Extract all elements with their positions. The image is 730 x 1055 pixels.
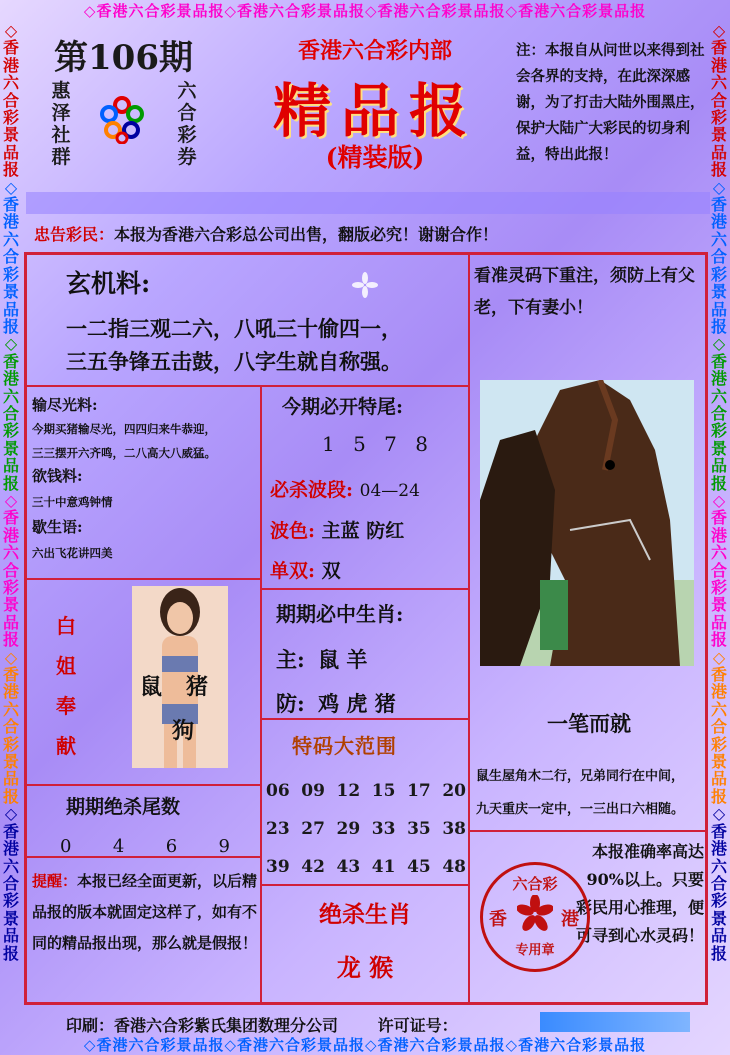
border-char: 彩 bbox=[710, 108, 727, 128]
border-char: 合 bbox=[710, 247, 727, 267]
stamp-right-text: 港 bbox=[561, 909, 579, 930]
range-number: 39 bbox=[266, 857, 290, 877]
range-number: 41 bbox=[371, 857, 396, 877]
border-char: 彩 bbox=[710, 421, 727, 441]
border-char: 报 bbox=[710, 473, 727, 493]
border-char: ◇ bbox=[4, 804, 18, 824]
parity-label: 单双: bbox=[270, 560, 316, 582]
range-grid bbox=[266, 780, 466, 894]
border-char: 彩 bbox=[2, 108, 19, 128]
border-char: ◇ bbox=[712, 647, 726, 667]
border-char: 香 bbox=[2, 351, 19, 371]
range-title: 特码大范围 bbox=[292, 734, 397, 758]
border-char: 品 bbox=[2, 142, 19, 162]
border-char: 景 bbox=[2, 125, 19, 145]
divider-below-yibi bbox=[468, 830, 708, 832]
footer-line bbox=[66, 1013, 458, 1036]
zodiac-guard-value: 鸡 虎 猪 bbox=[318, 691, 396, 716]
color-label: 波色: bbox=[270, 520, 316, 542]
vertical-char: 白 bbox=[56, 614, 76, 638]
border-char: 景 bbox=[710, 438, 727, 458]
vertical-char: 群 bbox=[51, 146, 71, 168]
yibi-line-1: 鼠生屋角木二行，兄弟同行在中间， bbox=[476, 769, 685, 784]
border-char: ◇ bbox=[4, 647, 18, 667]
border-char: 品 bbox=[710, 769, 727, 789]
range-row bbox=[266, 818, 466, 856]
border-char: 港 bbox=[710, 369, 727, 389]
border-char: 港 bbox=[2, 55, 19, 75]
frame-right bbox=[705, 252, 708, 1005]
border-char: 香 bbox=[710, 821, 727, 841]
top-border-strip: ◇香港六合彩景品报◇香港六合彩景品报◇香港六合彩景品报◇香港六合彩景品报 bbox=[83, 2, 647, 20]
range-number: 15 bbox=[371, 781, 396, 801]
vertical-char: 泽 bbox=[51, 102, 71, 124]
stamp-bottom-text: 专用章 bbox=[515, 943, 555, 958]
divider-below-tail bbox=[260, 588, 470, 590]
masthead-title: 精品报 bbox=[272, 77, 477, 145]
official-stamp bbox=[480, 862, 590, 972]
border-char: 六 bbox=[710, 699, 727, 719]
border-char: 六 bbox=[710, 856, 727, 876]
left-vertical-slogan bbox=[50, 80, 72, 168]
range-number: 23 bbox=[266, 819, 290, 839]
frame-left bbox=[24, 252, 27, 1005]
xuanji-line-2: 三五争锋五击鼓，八字生就自称强。 bbox=[66, 349, 402, 374]
vertical-char: 惠 bbox=[51, 80, 71, 102]
kill-tail-numbers bbox=[60, 836, 230, 857]
border-char: 报 bbox=[710, 786, 727, 806]
department-title: 香港六合彩内部 bbox=[297, 38, 452, 64]
border-char: 品 bbox=[710, 456, 727, 476]
wave-line bbox=[270, 475, 420, 502]
parity-line bbox=[270, 556, 341, 583]
stamp-left-text: 香 bbox=[489, 909, 507, 930]
border-char: ◇ bbox=[712, 490, 726, 510]
border-char: 合 bbox=[2, 90, 19, 110]
want-money-text: 三十中意鸡钟情 bbox=[32, 495, 113, 509]
left-border-strip bbox=[0, 22, 22, 1035]
kill-zodiac-value: 龙 猴 bbox=[336, 953, 394, 982]
divider-below-xuanji bbox=[24, 385, 470, 387]
border-char: 景 bbox=[710, 752, 727, 772]
frame-bottom bbox=[24, 1002, 708, 1005]
issue-number: 第106期 bbox=[54, 38, 193, 78]
zodiac-main-line bbox=[276, 644, 367, 674]
vertical-char: 社 bbox=[51, 124, 71, 146]
border-char: 六 bbox=[710, 73, 727, 93]
zodiac-main-value: 鼠 羊 bbox=[318, 647, 368, 672]
border-char: 品 bbox=[2, 769, 19, 789]
bauhinia-icon bbox=[517, 895, 553, 931]
color-value: 主蓝 防红 bbox=[321, 520, 405, 542]
border-char: ◇ bbox=[712, 177, 726, 197]
lose-all-text-1: 今期买猪输尽光，四四归来牛恭迎， bbox=[32, 422, 216, 436]
xuanji-title: 玄机料: bbox=[66, 269, 151, 298]
border-char: 港 bbox=[2, 839, 19, 859]
border-char: 六 bbox=[710, 229, 727, 249]
border-char: 港 bbox=[710, 682, 727, 702]
border-char: 香 bbox=[2, 821, 19, 841]
border-char: 景 bbox=[2, 595, 19, 615]
range-number: 12 bbox=[336, 781, 361, 801]
kill-tail-number: 6 bbox=[165, 836, 178, 857]
border-char: 六 bbox=[2, 699, 19, 719]
range-number: 09 bbox=[301, 781, 325, 801]
zodiac-guard-line bbox=[276, 688, 396, 718]
tail-title: 今期必开特尾: bbox=[282, 396, 404, 418]
stamp-top-text: 六合彩 bbox=[512, 875, 558, 893]
border-char: 彩 bbox=[710, 578, 727, 597]
border-char: 报 bbox=[2, 630, 19, 650]
flower-decoration-icon bbox=[352, 272, 378, 298]
border-char: 香 bbox=[2, 195, 19, 215]
left-mid-section bbox=[32, 394, 258, 565]
border-char: ◇ bbox=[4, 490, 18, 510]
border-char: 港 bbox=[2, 682, 19, 702]
border-char: 彩 bbox=[710, 734, 727, 754]
kill-tail-number: 4 bbox=[112, 836, 125, 857]
gift-vertical-title bbox=[54, 606, 78, 766]
range-number: 35 bbox=[407, 819, 431, 839]
divider-below-left-mid bbox=[24, 578, 262, 580]
divider-below-gift bbox=[24, 784, 262, 786]
frame-top bbox=[24, 252, 708, 255]
header-banner-bar bbox=[26, 192, 710, 214]
border-char: 品 bbox=[710, 299, 727, 319]
license-label: 许可证号： bbox=[377, 1016, 458, 1035]
gift-overlay-1: 鼠 bbox=[140, 674, 163, 700]
border-char: 合 bbox=[2, 247, 19, 267]
border-char: 香 bbox=[710, 195, 727, 215]
reminder-block bbox=[32, 866, 258, 959]
border-char: 香 bbox=[710, 508, 727, 528]
wave-value: 04—24 bbox=[359, 481, 420, 501]
border-char: 合 bbox=[710, 403, 727, 423]
border-char: ◇ bbox=[712, 22, 726, 40]
range-number: 17 bbox=[407, 781, 431, 801]
border-char: 彩 bbox=[2, 891, 19, 911]
border-char: 品 bbox=[2, 456, 19, 476]
range-number: 45 bbox=[407, 857, 431, 877]
border-char: 景 bbox=[2, 752, 19, 772]
border-char: 品 bbox=[2, 612, 19, 632]
edition-label: (精装版) bbox=[325, 143, 425, 172]
border-char: 报 bbox=[710, 630, 727, 650]
border-char: 彩 bbox=[2, 578, 19, 597]
border-char: 品 bbox=[2, 926, 19, 946]
license-redaction-bar bbox=[540, 1012, 690, 1032]
parity-value: 双 bbox=[321, 560, 341, 582]
kill-tail-number: 0 bbox=[60, 836, 72, 857]
border-char: 港 bbox=[710, 212, 727, 232]
right-vertical-slogan bbox=[176, 80, 198, 168]
kill-tail-title: 期期绝杀尾数 bbox=[66, 796, 181, 818]
border-char: 报 bbox=[710, 160, 727, 180]
border-char: 六 bbox=[710, 386, 727, 406]
border-char: 香 bbox=[2, 508, 19, 528]
border-char: 报 bbox=[2, 786, 19, 806]
border-char: 品 bbox=[710, 926, 727, 946]
border-char: 报 bbox=[710, 943, 727, 963]
print-label: 印刷： bbox=[66, 1016, 115, 1035]
header-note: 注：本报自从问世以来得到社会各界的支持，在此深深感谢，为了打击大陆外围黑庄，保护大陆广大彩民的切身利益，特出此报！ bbox=[516, 42, 705, 163]
border-char: 合 bbox=[710, 560, 727, 580]
border-char: 报 bbox=[710, 316, 727, 336]
border-char: 合 bbox=[710, 873, 727, 893]
warning-text: 本报为香港六合彩总公司出售，翻版必究！谢谢合作！ bbox=[114, 225, 499, 244]
border-char: 六 bbox=[2, 73, 19, 93]
border-char: 香 bbox=[710, 38, 727, 58]
border-char: 港 bbox=[710, 839, 727, 859]
border-char: 六 bbox=[710, 543, 727, 563]
color-line bbox=[270, 516, 404, 543]
border-char: 合 bbox=[2, 403, 19, 423]
gift-overlay-3: 狗 bbox=[172, 718, 195, 744]
zodiac-main-label: 主: bbox=[276, 647, 305, 672]
border-char: 报 bbox=[2, 943, 19, 963]
kill-zodiac-title: 绝杀生肖 bbox=[319, 901, 411, 928]
want-money-label: 欲钱料: bbox=[32, 467, 83, 485]
border-char: 六 bbox=[2, 856, 19, 876]
tail-numbers: 1 5 7 8 bbox=[322, 432, 434, 456]
border-char: 合 bbox=[710, 90, 727, 110]
divider-below-zodiac bbox=[260, 718, 470, 720]
border-char: 彩 bbox=[710, 891, 727, 911]
vertical-char: 券 bbox=[177, 146, 197, 168]
border-char: 港 bbox=[2, 369, 19, 389]
lottery-logo-icon bbox=[98, 96, 146, 144]
zodiac-guard-label: 防: bbox=[276, 691, 305, 716]
border-char: ◇ bbox=[4, 334, 18, 354]
border-char: 品 bbox=[710, 142, 727, 162]
warning-label: 忠告彩民： bbox=[34, 225, 115, 244]
lose-all-label: 输尽光料: bbox=[32, 396, 98, 414]
border-char: 彩 bbox=[2, 264, 19, 284]
border-char: 景 bbox=[710, 282, 727, 302]
range-number: 43 bbox=[336, 857, 361, 877]
xuanji-line-1: 一二指三观二六，八吼三十偷四一， bbox=[66, 316, 402, 341]
border-char: 报 bbox=[2, 316, 19, 336]
divider-right-column bbox=[468, 252, 470, 1005]
border-char: 报 bbox=[2, 160, 19, 180]
kill-tail-number: 9 bbox=[218, 836, 230, 857]
border-char: 景 bbox=[710, 595, 727, 615]
vertical-char: 彩 bbox=[177, 124, 197, 146]
border-char: ◇ bbox=[712, 804, 726, 824]
border-char: 合 bbox=[2, 873, 19, 893]
range-number: 48 bbox=[442, 857, 466, 877]
right-top-slogan: 看准灵码下重注，须防上有父老，下有妻小！ bbox=[474, 266, 695, 318]
zodiac-title: 期期必中生肖: bbox=[276, 602, 404, 626]
vertical-char: 奉 bbox=[56, 694, 76, 718]
border-char: 彩 bbox=[2, 421, 19, 441]
border-char: 景 bbox=[710, 908, 727, 928]
border-char: 品 bbox=[2, 299, 19, 319]
border-char: 香 bbox=[710, 351, 727, 371]
border-char: 合 bbox=[2, 560, 19, 580]
right-border-strip bbox=[708, 22, 730, 1035]
border-char: 报 bbox=[2, 473, 19, 493]
print-value: 香港六合彩紫氏集团数理分公司 bbox=[114, 1016, 339, 1035]
border-char: ◇ bbox=[4, 177, 18, 197]
border-char: 彩 bbox=[710, 264, 727, 284]
range-number: 29 bbox=[336, 819, 361, 839]
bottom-border-strip: ◇香港六合彩景品报◇香港六合彩景品报◇香港六合彩景品报◇香港六合彩景品报 bbox=[83, 1036, 647, 1054]
border-char: 合 bbox=[2, 717, 19, 737]
border-char: 港 bbox=[710, 55, 727, 75]
border-char: 港 bbox=[2, 525, 19, 545]
border-char: 港 bbox=[710, 525, 727, 545]
border-char: 六 bbox=[2, 229, 19, 249]
range-number: 06 bbox=[266, 781, 290, 801]
wave-label: 必杀波段: bbox=[270, 479, 354, 501]
xuanji-text bbox=[66, 312, 456, 378]
border-char: 品 bbox=[710, 612, 727, 632]
border-char: 港 bbox=[2, 212, 19, 232]
border-char: 香 bbox=[2, 665, 19, 685]
vertical-char: 姐 bbox=[56, 654, 76, 678]
yibi-text bbox=[476, 760, 704, 826]
range-number: 27 bbox=[301, 819, 325, 839]
border-char: 香 bbox=[710, 665, 727, 685]
border-char: ◇ bbox=[712, 334, 726, 354]
vertical-char: 献 bbox=[56, 734, 76, 758]
accuracy-text: 本报准确率高达90%以上。只要彩民用心推理，便可寻到心水灵码！ bbox=[575, 842, 704, 945]
border-char: 景 bbox=[2, 908, 19, 928]
vertical-char: 合 bbox=[177, 102, 197, 124]
xiehou-label: 歇生语: bbox=[32, 518, 83, 536]
range-number: 33 bbox=[371, 819, 396, 839]
border-char: 景 bbox=[2, 438, 19, 458]
border-char: 六 bbox=[2, 386, 19, 406]
border-char: 香 bbox=[2, 38, 19, 58]
border-char: 彩 bbox=[2, 734, 19, 754]
lose-all-text-2: 三三摆开六齐鸣，二八高大八威猛。 bbox=[32, 446, 216, 460]
range-row bbox=[266, 780, 466, 818]
border-char: ◇ bbox=[4, 22, 18, 40]
yibi-line-2: 九天重庆一定中，一三出口六相随。 bbox=[476, 802, 685, 817]
range-number: 20 bbox=[442, 781, 466, 801]
border-char: 六 bbox=[2, 543, 19, 563]
reminder-label: 提醒： bbox=[32, 872, 78, 890]
horse-photo bbox=[480, 380, 694, 666]
vertical-char: 六 bbox=[177, 80, 197, 102]
range-row bbox=[266, 856, 466, 894]
warning-line bbox=[34, 222, 498, 245]
range-number: 38 bbox=[442, 819, 466, 839]
border-char: 景 bbox=[710, 125, 727, 145]
gift-overlay-2: 猪 bbox=[186, 674, 209, 700]
border-char: 合 bbox=[710, 717, 727, 737]
border-char: 景 bbox=[2, 282, 19, 302]
xiehou-text: 六出飞花讲四美 bbox=[32, 546, 113, 560]
range-number: 42 bbox=[301, 857, 325, 877]
yibi-title: 一笔而就 bbox=[547, 711, 631, 736]
reminder-text: 本报已经全面更新，以后精品报的版本就固定这样了，如有不同的精品报出现，那么就是假报！ bbox=[32, 872, 258, 952]
